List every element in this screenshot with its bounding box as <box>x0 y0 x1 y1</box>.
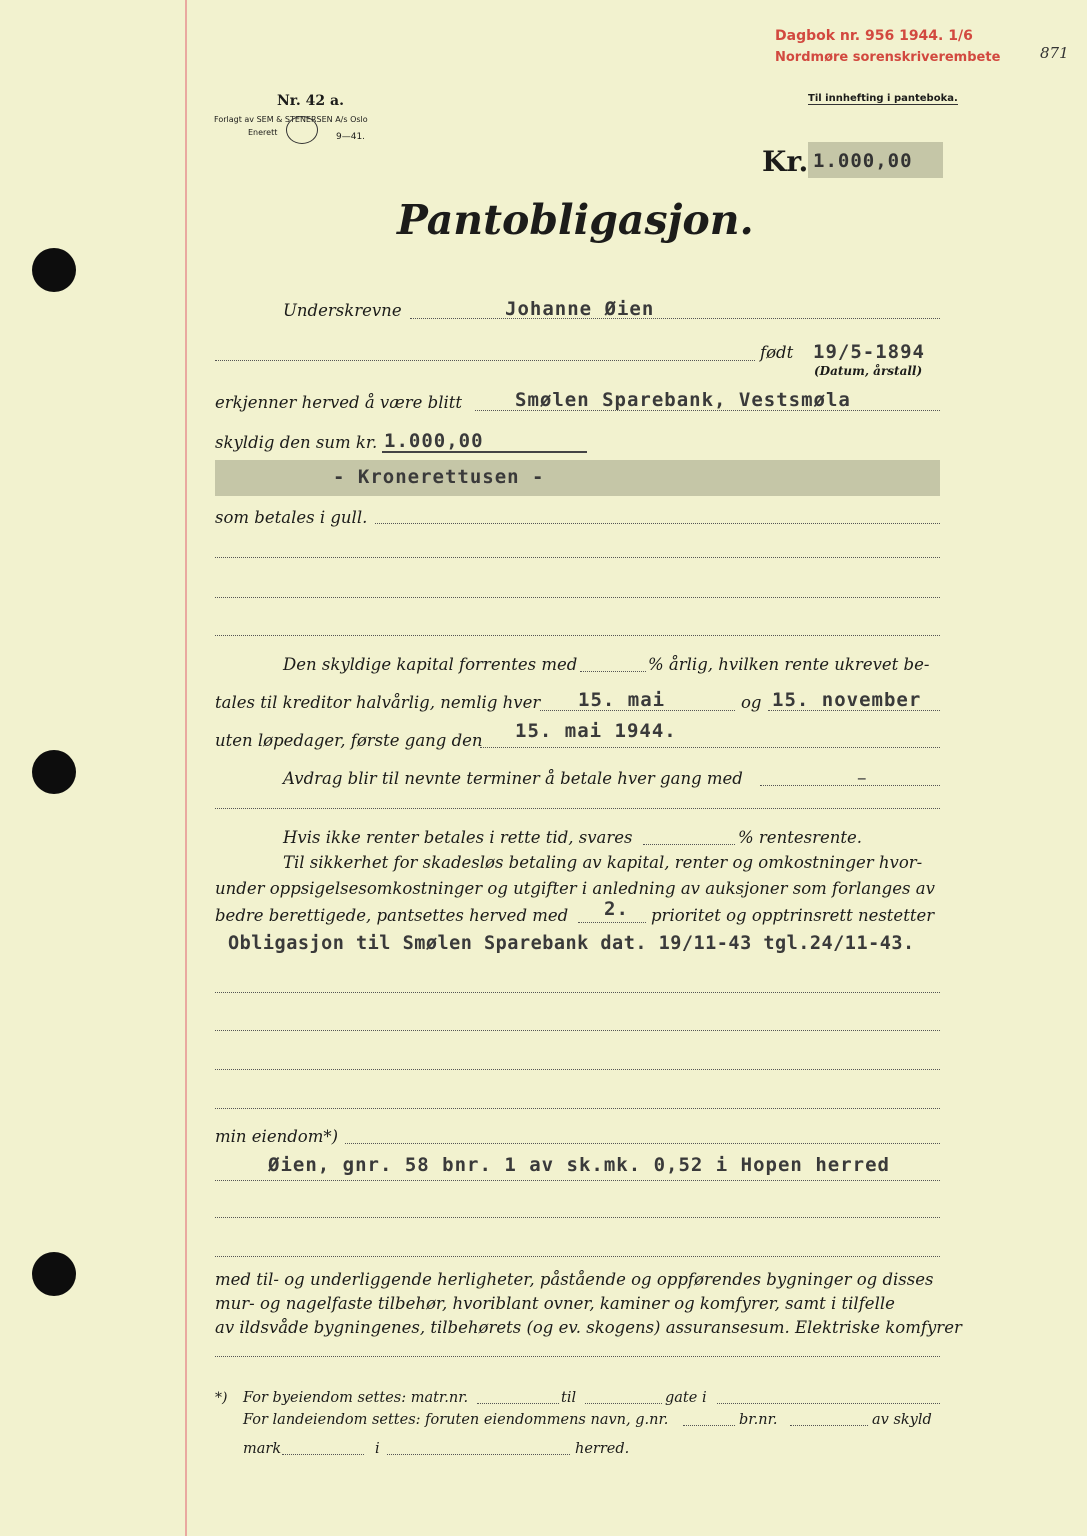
clause-line3: av ildsvåde bygningenes, tilbehørets (og ev. skogens) assuransesum. Elektriske komfyrer <box>215 1318 962 1337</box>
interest-line1a: Den skyldige kapital forrentes med <box>283 655 578 674</box>
fill-line <box>643 844 735 845</box>
fill-line <box>375 523 940 524</box>
exclusive-text: Enerett <box>248 128 278 137</box>
amount-value: 1.000,00 <box>813 150 913 172</box>
fill-line <box>215 1030 940 1031</box>
fill-line <box>215 1069 940 1070</box>
undersigned-label: Underskrevne <box>283 301 402 320</box>
fill-line <box>480 747 940 748</box>
form-edition: 9—41. <box>336 132 366 142</box>
sum-label: skyldig den sum kr. <box>215 433 378 452</box>
margin-rule <box>185 0 187 1536</box>
page-number-handwritten: 871 <box>1040 44 1069 62</box>
priority-value: 2. <box>604 898 629 920</box>
prior-obligation-value: Obligasjon til Smølen Sparebank dat. 19/11-43 tgl.24/11-43. <box>228 933 915 954</box>
fill-line <box>790 1425 868 1426</box>
creditor-label: erkjenner herved å være blitt <box>215 393 463 412</box>
security-line2: under oppsigelsesomkostninger og utgifter i anledning av auksjoner som forlanges av <box>215 879 935 898</box>
footnote-i: i <box>375 1441 380 1457</box>
born-value: 19/5-1894 <box>813 341 925 363</box>
security-line1: Til sikkerhet for skadesløs betaling av kapital, renter og omkostninger hvor- <box>283 853 923 872</box>
fill-line <box>578 922 646 923</box>
clause-line2: mur- og nagelfaste tilbehør, hvoriblant ovner, kaminer og komfyrer, samt i tilfelle <box>215 1294 895 1313</box>
installment-label: Avdrag blir til nevnte terminer å betale hver gang med <box>283 769 743 788</box>
sum-words: - Kronerettusen - <box>333 466 545 488</box>
amount-label: Kr. <box>762 145 809 178</box>
security-line3a: bedre berettigede, pantsettes herved med <box>215 906 569 925</box>
footnote-mark: mark <box>243 1441 282 1457</box>
fill-line <box>410 318 940 319</box>
property-label: min eiendom*) <box>215 1127 339 1146</box>
interest-line3a: uten løpedager, første gang den <box>215 731 483 750</box>
fill-line <box>585 1403 662 1404</box>
clause-line1: med til- og underliggende herligheter, påstående og oppførendes bygninger og disses <box>215 1270 934 1289</box>
born-label: født <box>760 343 794 362</box>
footnote-rural-b: br.nr. <box>739 1412 778 1428</box>
property-value: Øien, gnr. 58 bnr. 1 av sk.mk. 0,52 i Hopen herred <box>268 1154 890 1176</box>
fill-line <box>215 1180 940 1181</box>
punch-hole <box>32 248 76 292</box>
fill-line <box>215 635 940 636</box>
sum-words-box <box>215 460 940 496</box>
fill-line <box>215 1108 940 1109</box>
footnote-herred: herred. <box>575 1441 630 1457</box>
late-interest-b: % rentesrente. <box>738 828 862 847</box>
sum-value: 1.000,00 <box>384 430 484 452</box>
binding-note: Til innhefting i panteboka. <box>808 93 958 104</box>
gold-label: som betales i gull. <box>215 508 368 527</box>
term2-value: 15. november <box>772 689 922 711</box>
interest-line1b: % årlig, hvilken rente ukrevet be- <box>648 655 930 674</box>
registry-stamp-line2: Nordmøre sorenskriverembete <box>775 50 1001 65</box>
fill-line <box>683 1425 735 1426</box>
fill-line <box>215 360 755 361</box>
footnote-rural-a: For landeiendom settes: foruten eiendommens navn, g.nr. <box>243 1412 669 1428</box>
fill-line <box>580 671 646 672</box>
fill-line <box>760 785 940 786</box>
footnote-rural-c: av skyld <box>872 1412 932 1428</box>
registry-stamp-line1: Dagbok nr. 956 1944. 1/6 <box>775 28 973 44</box>
footnote-city-c: gate i <box>665 1390 707 1406</box>
publisher-text: Forlagt av SEM & STENERSEN A/s Oslo <box>214 115 368 124</box>
footnote-star: *) <box>215 1390 228 1406</box>
footnote-city-a: For byeiendom settes: matr.nr. <box>243 1390 469 1406</box>
fill-line <box>215 557 940 558</box>
born-hint: (Datum, årstall) <box>814 364 923 378</box>
fill-line <box>215 992 940 993</box>
fill-line <box>477 1403 559 1404</box>
punch-hole <box>32 1252 76 1296</box>
fill-line <box>215 808 940 809</box>
fill-line <box>282 1454 364 1455</box>
fill-line <box>215 1217 940 1218</box>
form-number: Nr. 42 a. <box>277 93 344 109</box>
creditor-value: Smølen Sparebank, Vestsmøla <box>515 389 851 411</box>
fill-line <box>717 1403 940 1404</box>
first-date-value: 15. mai 1944. <box>515 720 677 742</box>
installment-value: – <box>857 767 867 789</box>
punch-hole <box>32 750 76 794</box>
fill-line <box>387 1454 570 1455</box>
document-title: Pantobligasjon. <box>397 196 754 244</box>
late-interest-a: Hvis ikke renter betales i rette tid, svares <box>283 828 633 847</box>
term1-value: 15. mai <box>578 689 666 711</box>
fill-line <box>215 1356 940 1357</box>
fill-line <box>345 1143 940 1144</box>
security-line3b: prioritet og opptrinsrett nestetter <box>651 906 935 925</box>
publisher-logo <box>286 116 318 144</box>
and-label: og <box>741 693 762 712</box>
footnote-city-b: til <box>561 1390 577 1406</box>
undersigned-value: Johanne Øien <box>505 298 655 320</box>
interest-line2a: tales til kreditor halvårlig, nemlig hver <box>215 693 541 712</box>
fill-line <box>215 597 940 598</box>
fill-line <box>215 1256 940 1257</box>
